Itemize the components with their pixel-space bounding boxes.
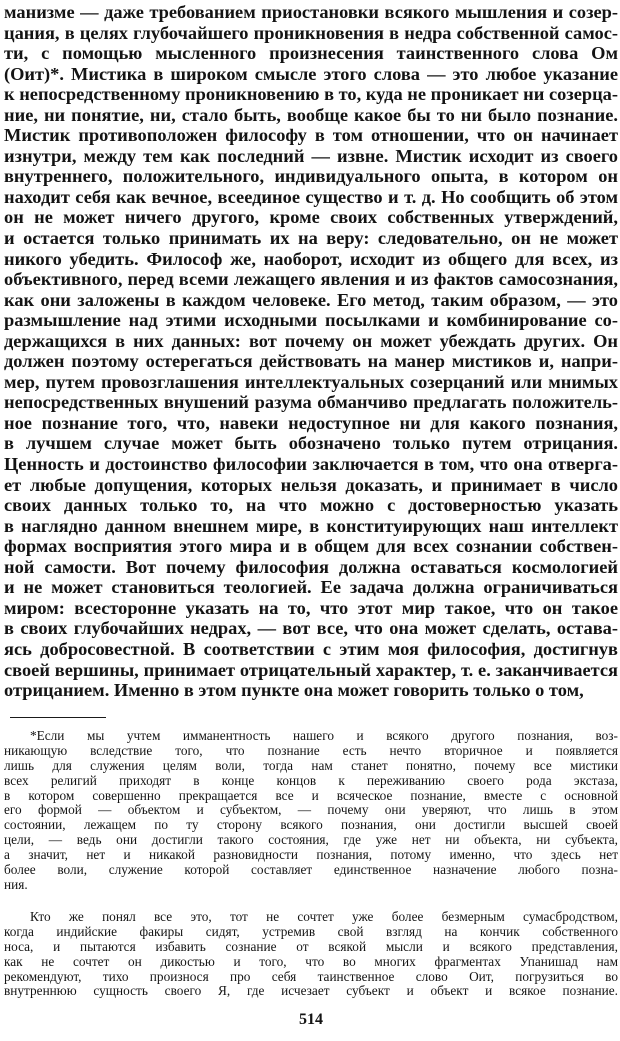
footnote-separator (10, 717, 106, 718)
footnote-line: более воли, служение которой составляет единственное назначение любого позна- (4, 863, 618, 878)
text-line: и не может становиться теологией. Ее задача должна ограничиваться (4, 577, 618, 598)
text-line: в наглядно данном внешнем мире, в конституирующих наш интеллект (4, 515, 618, 536)
text-line: как они заложены в каждом человеке. Его метод, таким образом, — это (4, 289, 618, 310)
text-line: размышление над этими исходными посылками и комбинирование со- (4, 310, 618, 331)
footnote-line: рекомендуют, тихо произнося про себя таинственное слово Оит, погрузиться во (4, 969, 618, 984)
text-line: цания, в целях глубочайшего проникновения в недра собственной самос- (4, 22, 618, 43)
text-line: (Оит)*. Мистика в широком смысле этого слова — это любое указание (4, 63, 618, 84)
footnote-line: когда индийские факиры сидят, устремив свой взгляд на кончик собственного (4, 924, 618, 939)
footnote-line: цели, — ведь они достигли такого состояния, где уже нет ни объекта, ни субъекта, (4, 833, 618, 848)
text-line: Ценность и достоинство философии заключается в том, что она отверга- (4, 454, 618, 475)
text-line: ной самости. Вот почему философия должна оставаться космологией (4, 556, 618, 577)
text-line: изнутри, между тем как последний — извне. Мистик исходит из своего (4, 145, 618, 166)
text-line: к непосредственному проникновению в то, куда не проникает ни созерца- (4, 84, 618, 105)
footnote-block (4, 729, 618, 893)
text-line: ное познание того, что, навеки недоступное ни для какого познания, (4, 412, 618, 433)
footnote-continuation-block (4, 910, 618, 999)
text-line: своих данных только то, на что можно с достоверностью указать (4, 495, 618, 516)
footnote-line: состоянии, лежащем по ту сторону всякого познания, они достигли высшей своей (4, 818, 618, 833)
text-line: никого убедить. Философ же, наоборот, исходит из общего для всех, из (4, 248, 618, 269)
text-line: должен поэтому остерегаться действовать на манер мистиков и, напри- (4, 351, 618, 372)
footnote-line: а значит, нет и никакой разновидности познания, потому именно, что здесь нет (4, 848, 618, 863)
text-line: ет любые допущения, которых нельзя доказать, и принимает в число (4, 474, 618, 495)
footnote-line: внутреннюю сущность своего Я, где исчезает субъект и объект и всякое познание. (4, 984, 618, 999)
footnote-line: Кто же понял все это, тот не сочтет уже более безмерным сумасбродством, (30, 910, 618, 924)
text-line: непосредственных внушений разума обманчиво предлагать положитель- (4, 392, 618, 413)
footnote-line: как не сочтет он дикостью и того, что во многих фрагментах Упанишад нам (4, 954, 618, 969)
text-line: отрицанием. Именно в этом пункте она может говорить только о том, (4, 680, 584, 701)
text-line: Мистик противоположен философу в том отношении, что он начинает (4, 125, 618, 146)
text-line: находит себя как вечное, всеединое существо и т. д. Но сообщить об этом (4, 186, 618, 207)
footnote-line: ния. (4, 877, 28, 892)
footnote-line: *Если мы учтем имманентность нашего и всякого другого познания, воз- (30, 729, 618, 743)
text-line: своей вершины, принимает отрицательный характер, т. е. заканчивается (4, 659, 618, 680)
footnote-line: никающую вследствие того, что познание есть нечто вторичное и появляется (4, 743, 618, 758)
text-line: миром: всесторонне указать на то, что этот мир такое, что он такое (4, 597, 618, 618)
book-page (4, 2, 618, 1038)
main-text-block (4, 2, 618, 701)
text-line: он не может ничего другого, кроме своих собственных утверждений, (4, 207, 618, 228)
footnote-line: лишь для служения целям воли, тогда нам станет понятно, почему все мистики (4, 758, 618, 773)
text-line: держащихся в них данных: вот почему он может убеждать других. Он (4, 330, 618, 351)
text-line: манизме — даже требованием приостановки всякого мышления и созер- (4, 2, 618, 22)
footnote-line: его формой — объектом и субъектом, — почему они уверяют, что лишь в этом (4, 803, 618, 818)
text-line: в своих глубочайших недрах, — вот все, что она может сделать, остава- (4, 618, 618, 639)
text-line: ние, ни понятие, ни, стало быть, вообще какое бы то ни было познание. (4, 104, 618, 125)
footnote-line: всех религий приходят в конце концов к переживанию своего рода экстаза, (4, 773, 618, 788)
text-line: мер, путем провозглашения интеллектуальных созерцаний или мнимых (4, 371, 618, 392)
page-number: 514 (299, 1011, 323, 1028)
footnote-line: в котором совершенно прекращается все и всяческое познание, вместе с основной (4, 788, 618, 803)
text-line: и остается только принимать их на веру: следовательно, он не может (4, 228, 618, 249)
text-line: объективного, перед всеми лежащего явления и из фактов самосознания, (4, 269, 618, 290)
text-line: ясь добросовестной. В соответствии с этим моя философия, достигнув (4, 638, 618, 659)
text-line: ти, с помощью мысленного произнесения таинственного слова Ом (4, 43, 618, 64)
text-line: формах восприятия этого мира и в общем для всех сознании собствен- (4, 536, 618, 557)
footnote-line: носа, и пытаются избавить сознание от всякой мысли и всякого представления, (4, 939, 618, 954)
text-line: в лучшем случае может быть обозначено только путем отрицания. (4, 433, 618, 454)
text-line: внутреннего, положительного, индивидуального опыта, в котором он (4, 166, 618, 187)
